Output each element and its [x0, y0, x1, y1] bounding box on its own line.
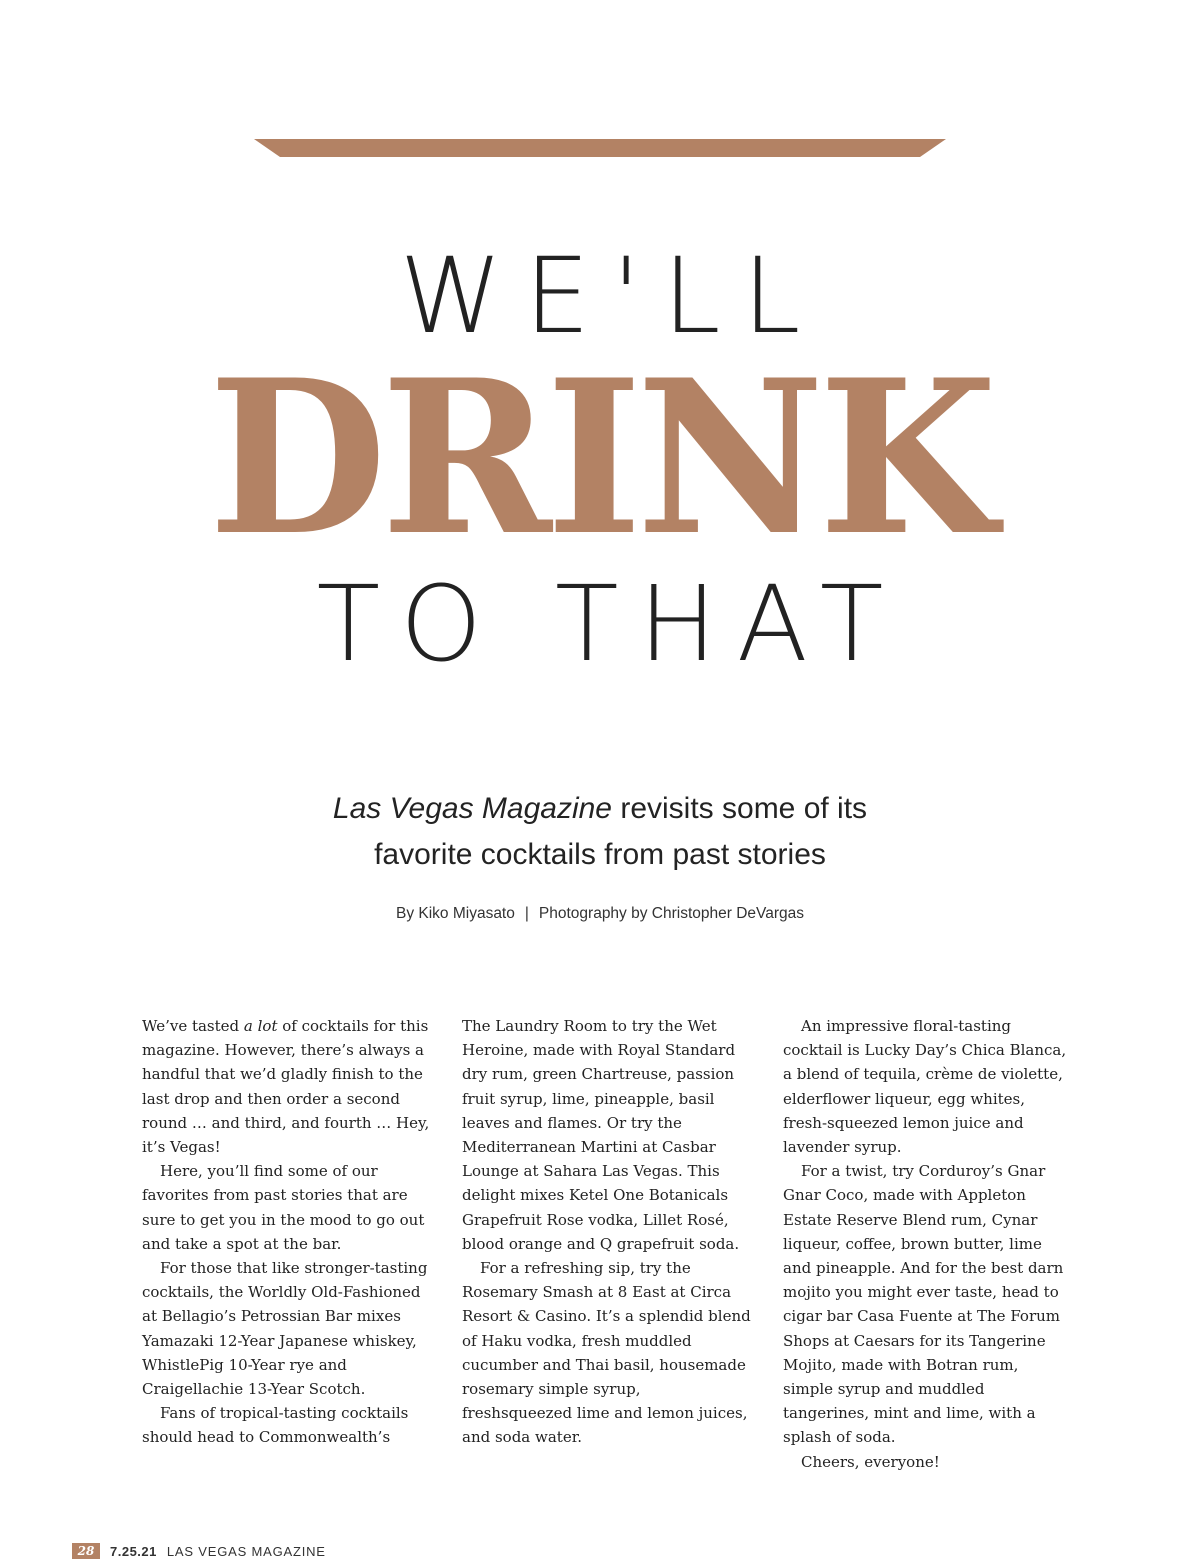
paragraph: Cheers, everyone! — [801, 1452, 940, 1471]
paragraph: Fans of tropical-tasting cocktails should head to Commonwealth’s — [142, 1404, 409, 1447]
article-column-3 — [783, 1014, 1073, 1474]
paragraph: Here, you’ll find some of our favorites from past stories that are sure to get you in the mood to go out and take a spot at the bar. — [142, 1162, 425, 1253]
article-column-1 — [142, 1014, 432, 1450]
paragraph-emphasis: a lot — [243, 1017, 278, 1035]
paragraph: The Laundry Room to try the Wet Heroine, made with Royal Standard dry rum, green Chartreuse, passion fruit syrup, lime, pineapple, basil leaves and flames. Or try the Mediterranean Martini at Casbar Lounge at Sahara Las Vegas. This delight mixes Ketel One Botanicals Grapefruit Rose vodka, Lillet Rosé, blood orange and Q grapefruit soda. — [462, 1017, 740, 1253]
decorative-top-bar — [254, 139, 946, 157]
issue-date: 7.25.21 — [110, 1543, 157, 1559]
dek-line-1 — [0, 786, 1200, 832]
paragraph: For a refreshing sip, try the Rosemary Smash at 8 East at Circa Resort & Casino. It’s a splendid blend of Haku vodka, fresh muddled cucumber and Thai basil, housemade rosemary simple syrup, freshsqueezed lime and lemon juices, and soda water. — [462, 1259, 751, 1447]
headline-drink: DRINK — [208, 333, 992, 582]
magazine-name: LAS VEGAS MAGAZINE — [166, 1543, 326, 1559]
paragraph: An impressive floral-tasting cocktail is Lucky Day’s Chica Blanca, a blend of tequila, crème de violette, elderflower liqueur, egg whites, fresh-squeezed lemon juice and lavender syrup. — [783, 1017, 1067, 1157]
dek-magazine-name: Las Vegas Magazine — [332, 792, 612, 825]
paragraph — [142, 1014, 432, 1159]
headline-line-3: TO THAT — [316, 563, 904, 685]
dek-line-2: favorite cocktails from past stories — [374, 838, 826, 871]
paragraph: For a twist, try Corduroy’s Gnar Gnar Coco, made with Appleton Estate Reserve Blend rum, Cynar liqueur, coffee, brown butter, lime and pineapple. And for the best darn mojito you might ever taste, head to cigar bar Casa Fuente at The Forum Shops at Caesars for its Tangerine Mojito, made with Botran rum, simple syrup and muddled tangerines, mint and lime, with a splash of soda. — [783, 1162, 1064, 1447]
byline-photography: Photography by Christopher DeVargas — [538, 905, 804, 922]
byline-separator: | — [524, 905, 529, 922]
article-dek — [0, 786, 1200, 878]
byline — [0, 905, 1200, 923]
page-number: 28 — [72, 1543, 100, 1559]
paragraph-text: of cocktails for this magazine. However, there’s always a handful that we’d gladly finish to the last drop and then order a second round … and third, and fourth … Hey, it’s Vegas! — [142, 1017, 430, 1157]
paragraph-text: We’ve tasted — [142, 1017, 244, 1035]
page-footer — [72, 1542, 326, 1560]
paragraph: For those that like stronger-tasting cocktails, the Worldly Old-Fashioned at Bellagio’s Petrossian Bar mixes Yamazaki 12-Year Japanese whiskey, WhistlePig 10-Year rye and Craigellachie 13-Year Scotch. — [142, 1259, 428, 1399]
headline-line-1: WE'LL — [399, 235, 823, 357]
dek-line-1-rest: revisits some of its — [612, 792, 868, 825]
byline-author: By Kiko Miyasato — [395, 905, 515, 922]
article-column-2 — [462, 1014, 752, 1450]
